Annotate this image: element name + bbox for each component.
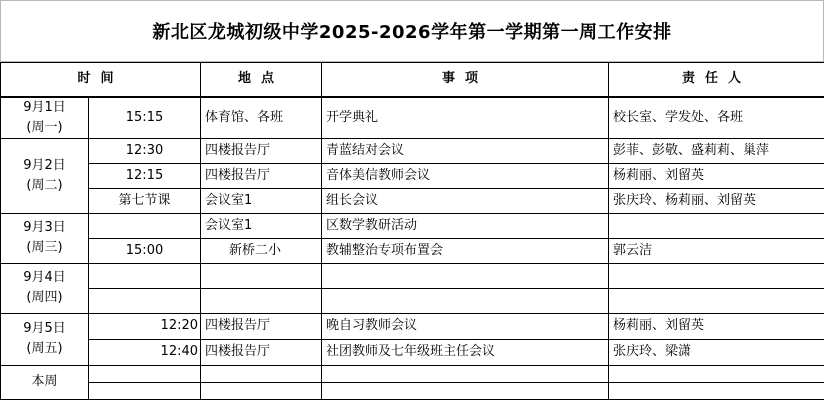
item-cell bbox=[322, 288, 609, 313]
time-cell: 15:15 bbox=[89, 97, 201, 139]
table-row bbox=[1, 382, 824, 399]
date-cell: 9月5日 (周五) bbox=[1, 313, 89, 365]
header-row bbox=[1, 63, 824, 97]
table-row bbox=[1, 313, 824, 339]
place-cell: 四楼报告厅 bbox=[201, 313, 322, 339]
table-row bbox=[1, 365, 824, 382]
table-row bbox=[1, 97, 824, 139]
time-cell: 第七节课 bbox=[89, 188, 201, 213]
date-cell: 9月2日 (周二) bbox=[1, 138, 89, 213]
item-cell: 青蓝结对会议 bbox=[322, 138, 609, 163]
page-title: 新北区龙城初级中学2025-2026学年第一学期第一周工作安排 bbox=[152, 22, 672, 43]
person-cell bbox=[609, 213, 824, 238]
place-cell bbox=[201, 288, 322, 313]
person-cell bbox=[609, 263, 824, 288]
time-cell: 12:40 bbox=[89, 339, 201, 365]
time-cell bbox=[89, 382, 201, 399]
person-cell bbox=[609, 288, 824, 313]
person-cell: 校长室、学发处、各班 bbox=[609, 97, 824, 139]
item-cell: 组长会议 bbox=[322, 188, 609, 213]
header-place: 地点 bbox=[201, 63, 322, 97]
time-cell bbox=[89, 288, 201, 313]
person-cell: 张庆玲、杨莉丽、刘留英 bbox=[609, 188, 824, 213]
time-cell: 12:30 bbox=[89, 138, 201, 163]
item-cell bbox=[322, 382, 609, 399]
table-row bbox=[1, 263, 824, 288]
place-cell: 体育馆、各班 bbox=[201, 97, 322, 139]
place-cell: 会议室1 bbox=[201, 188, 322, 213]
table-row bbox=[1, 238, 824, 263]
time-cell bbox=[89, 213, 201, 238]
item-cell: 晚自习教师会议 bbox=[322, 313, 609, 339]
item-cell: 音体美信教师会议 bbox=[322, 163, 609, 188]
time-cell bbox=[89, 365, 201, 382]
person-cell: 郭云洁 bbox=[609, 238, 824, 263]
header-person: 责任人 bbox=[609, 63, 824, 97]
place-cell bbox=[201, 263, 322, 288]
place-cell bbox=[201, 365, 322, 382]
time-cell: 12:15 bbox=[89, 163, 201, 188]
item-cell: 区数学教研活动 bbox=[322, 213, 609, 238]
place-cell: 四楼报告厅 bbox=[201, 138, 322, 163]
time-cell: 15:00 bbox=[89, 238, 201, 263]
place-cell: 新桥二小 bbox=[201, 238, 322, 263]
schedule-table bbox=[0, 62, 824, 400]
table-row bbox=[1, 288, 824, 313]
time-cell bbox=[89, 263, 201, 288]
item-cell: 教辅整治专项布置会 bbox=[322, 238, 609, 263]
date-cell: 9月1日 (周一) bbox=[1, 97, 89, 139]
place-cell: 四楼报告厅 bbox=[201, 163, 322, 188]
item-cell bbox=[322, 263, 609, 288]
table-row bbox=[1, 163, 824, 188]
header-time: 时间 bbox=[1, 63, 201, 97]
place-cell: 四楼报告厅 bbox=[201, 339, 322, 365]
table-row bbox=[1, 339, 824, 365]
person-cell bbox=[609, 382, 824, 399]
date-cell: 9月4日 (周四) bbox=[1, 263, 89, 313]
title-bar bbox=[0, 0, 824, 62]
date-cell: 本周 bbox=[1, 365, 89, 399]
person-cell: 杨莉丽、刘留英 bbox=[609, 313, 824, 339]
person-cell: 杨莉丽、刘留英 bbox=[609, 163, 824, 188]
header-item: 事项 bbox=[322, 63, 609, 97]
time-cell: 12:20 bbox=[89, 313, 201, 339]
table-row bbox=[1, 213, 824, 238]
table-row bbox=[1, 138, 824, 163]
table-row bbox=[1, 188, 824, 213]
place-cell: 会议室1 bbox=[201, 213, 322, 238]
date-cell: 9月3日 (周三) bbox=[1, 213, 89, 263]
person-cell: 张庆玲、梁潇 bbox=[609, 339, 824, 365]
item-cell: 开学典礼 bbox=[322, 97, 609, 139]
item-cell bbox=[322, 365, 609, 382]
item-cell: 社团教师及七年级班主任会议 bbox=[322, 339, 609, 365]
person-cell: 彭菲、彭敬、盛莉莉、巢萍 bbox=[609, 138, 824, 163]
person-cell bbox=[609, 365, 824, 382]
place-cell bbox=[201, 382, 322, 399]
